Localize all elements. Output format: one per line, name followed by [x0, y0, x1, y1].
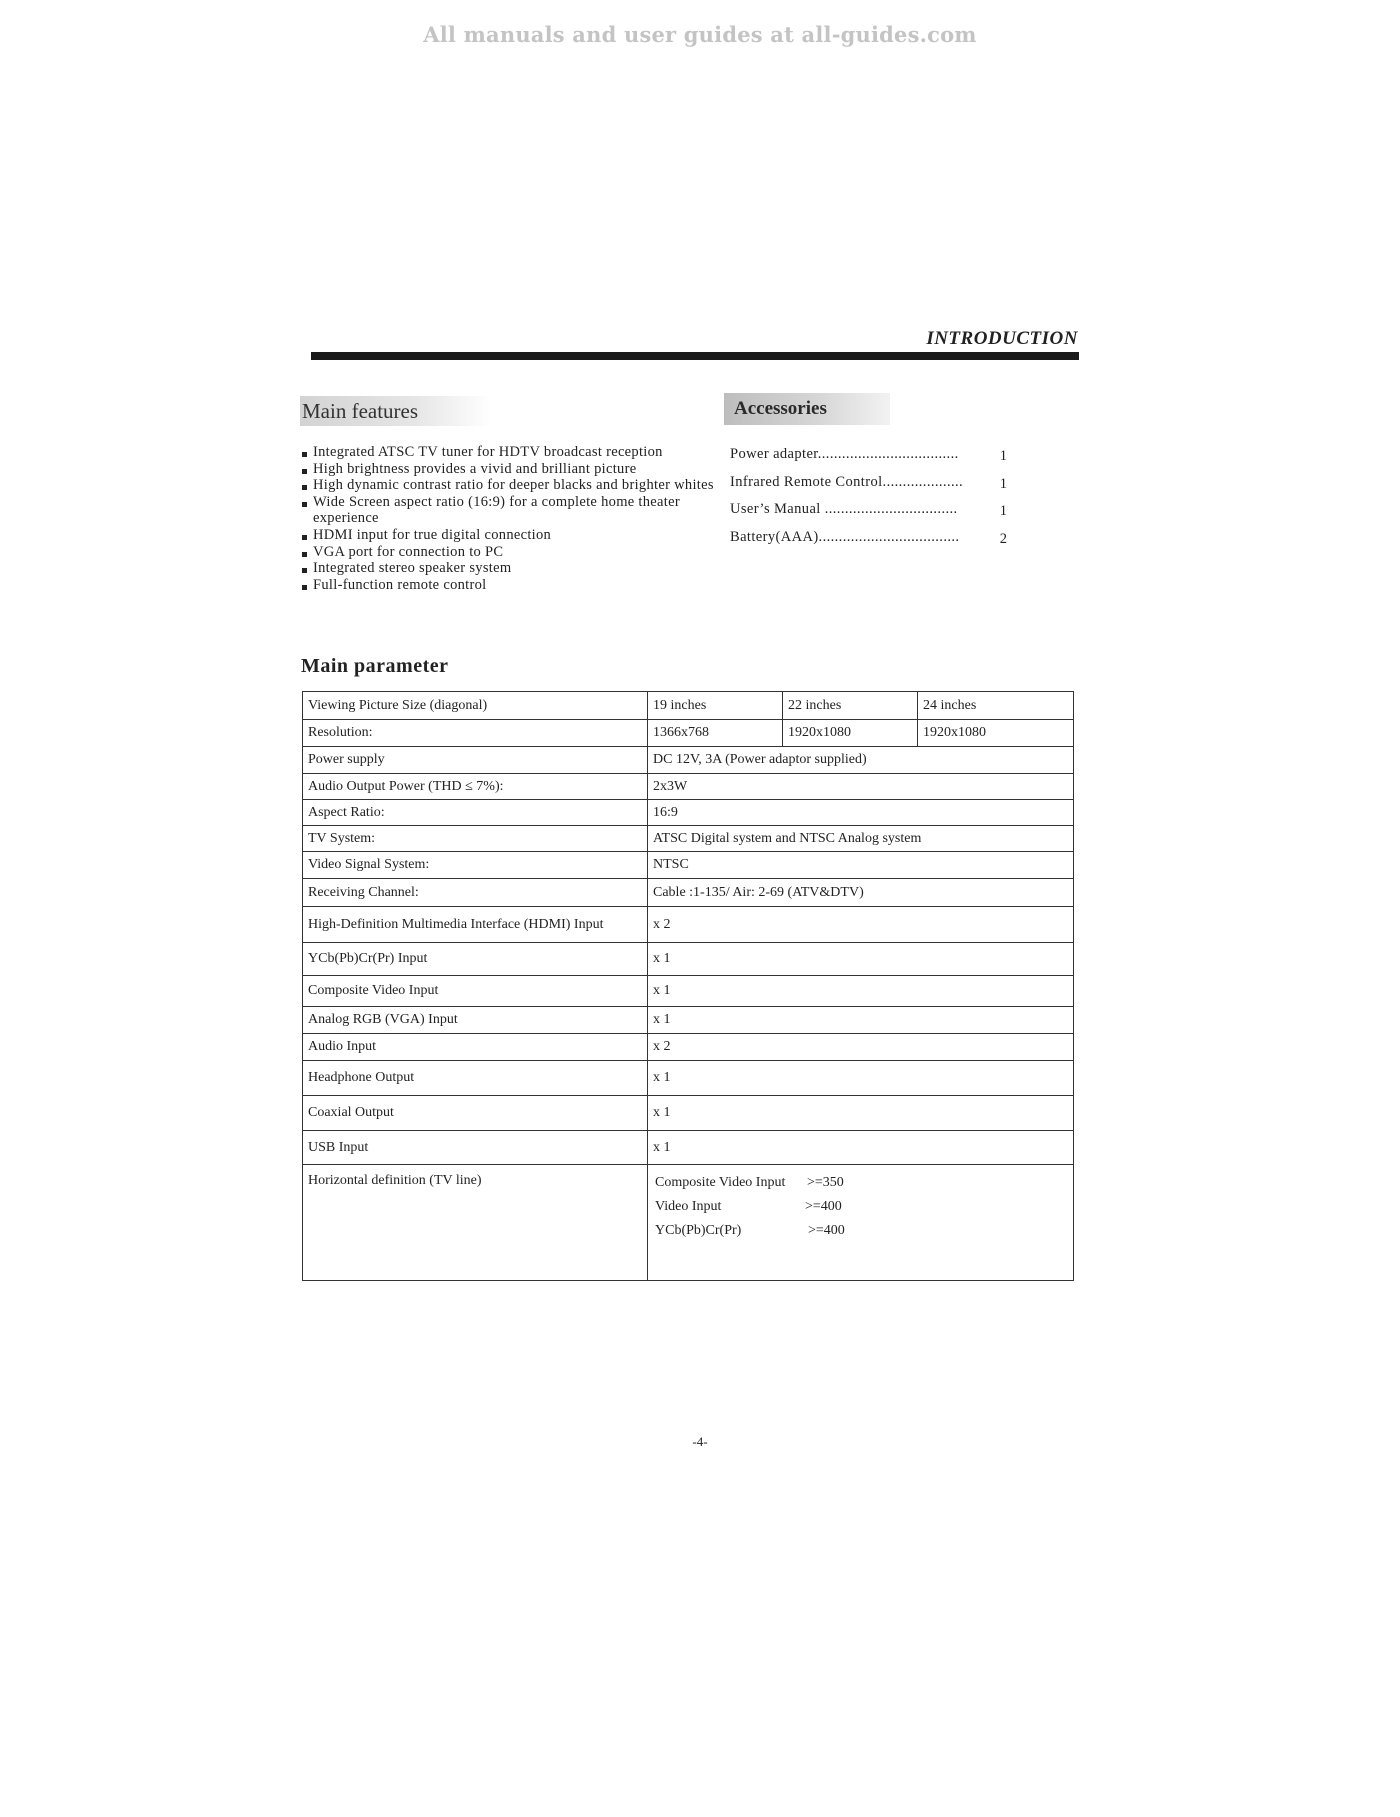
table-row: [303, 720, 1074, 747]
hdef-line: [655, 1195, 1068, 1219]
table-row: [303, 1165, 1074, 1281]
feature-item: Integrated ATSC TV tuner for HDTV broadcast reception: [301, 444, 721, 461]
horizontal-definition-values: [648, 1165, 1074, 1281]
param-label: Aspect Ratio:: [303, 800, 648, 826]
param-value: DC 12V, 3A (Power adaptor supplied): [648, 747, 1074, 774]
accessory-name: User’s Manual .................................: [730, 501, 958, 517]
page-number: -4-: [692, 1434, 708, 1449]
watermark-text: All manuals and user guides at all-guides.com: [423, 22, 977, 47]
table-row: [303, 1096, 1074, 1131]
table-row: [303, 852, 1074, 879]
param-label: Headphone Output: [303, 1061, 648, 1096]
param-value: 2x3W: [648, 774, 1074, 800]
param-value: ATSC Digital system and NTSC Analog system: [648, 826, 1074, 852]
param-value: x 2: [648, 1034, 1074, 1061]
param-label: Coaxial Output: [303, 1096, 648, 1131]
param-value: x 1: [648, 976, 1074, 1007]
feature-item: High brightness provides a vivid and brilliant picture: [301, 461, 721, 478]
param-label: Viewing Picture Size (diagonal): [303, 692, 648, 720]
param-label: Receiving Channel:: [303, 879, 648, 907]
param-label: Horizontal definition (TV line): [303, 1165, 648, 1281]
param-label: USB Input: [303, 1131, 648, 1165]
hdef-name: Composite Video Input: [655, 1175, 786, 1190]
param-label: Power supply: [303, 747, 648, 774]
param-value: 1920x1080: [918, 720, 1074, 747]
accessory-name: Power adapter...................................: [730, 446, 959, 462]
accessory-name: Infrared Remote Control....................: [730, 473, 964, 490]
accessories-list: [730, 446, 1010, 556]
param-value: 1366x768: [648, 720, 783, 747]
param-label: Audio Output Power (THD ≤ 7%):: [303, 774, 648, 800]
accessory-qty: 1: [999, 475, 1007, 492]
table-row: [303, 1034, 1074, 1061]
accessory-row: [730, 529, 1010, 557]
param-value: Cable :1-135/ Air: 2-69 (ATV&DTV): [648, 879, 1074, 907]
feature-item: High dynamic contrast ratio for deeper blacks and brighter whites: [301, 477, 721, 494]
table-row: [303, 774, 1074, 800]
accessory-row: [730, 446, 1010, 474]
table-row: [303, 943, 1074, 976]
param-value: x 1: [648, 1096, 1074, 1131]
param-value: 24 inches: [918, 692, 1074, 720]
param-value: x 2: [648, 907, 1074, 943]
accessories-heading: Accessories: [724, 393, 890, 425]
hdef-line: [655, 1219, 1068, 1243]
param-label: Audio Input: [303, 1034, 648, 1061]
hdef-value: >=350: [807, 1175, 844, 1190]
table-row: [303, 1007, 1074, 1034]
header-divider: [311, 352, 1079, 360]
param-value: NTSC: [648, 852, 1074, 879]
table-row: [303, 800, 1074, 826]
table-row: [303, 692, 1074, 720]
section-title: INTRODUCTION: [926, 328, 1078, 349]
main-features-heading: Main features: [300, 396, 492, 426]
accessory-row: [730, 501, 1010, 529]
table-row: [303, 826, 1074, 852]
param-label: Analog RGB (VGA) Input: [303, 1007, 648, 1034]
table-row: [303, 747, 1074, 774]
table-row: [303, 1061, 1074, 1096]
param-value: 1920x1080: [783, 720, 918, 747]
hdef-line: [655, 1171, 1068, 1195]
feature-item: Full-function remote control: [301, 577, 721, 594]
param-label: High-Definition Multimedia Interface (HDMI) Input: [303, 907, 648, 943]
param-value: x 1: [648, 1061, 1074, 1096]
param-value: x 1: [648, 943, 1074, 976]
feature-item: VGA port for connection to PC: [301, 544, 721, 561]
hdef-value: >=400: [808, 1223, 845, 1238]
param-value: 19 inches: [648, 692, 783, 720]
table-row: [303, 1131, 1074, 1165]
parameters-table: [302, 691, 1074, 1281]
accessory-qty: 2: [999, 530, 1007, 547]
param-label: TV System:: [303, 826, 648, 852]
param-label: Video Signal System:: [303, 852, 648, 879]
table-row: [303, 879, 1074, 907]
accessory-qty: 1: [999, 503, 1007, 519]
main-parameter-heading: Main parameter: [301, 655, 449, 677]
param-label: YCb(Pb)Cr(Pr) Input: [303, 943, 648, 976]
table-row: [303, 976, 1074, 1007]
feature-item: HDMI input for true digital connection: [301, 527, 721, 544]
accessory-qty: 1: [999, 448, 1007, 464]
accessory-row: [730, 474, 1010, 502]
param-label: Resolution:: [303, 720, 648, 747]
feature-item: Integrated stereo speaker system: [301, 560, 721, 577]
param-value: x 1: [648, 1131, 1074, 1165]
accessory-name: Battery(AAA)...................................: [730, 528, 960, 545]
param-value: 22 inches: [783, 692, 918, 720]
param-value: x 1: [648, 1007, 1074, 1034]
hdef-name: YCb(Pb)Cr(Pr): [655, 1223, 742, 1238]
hdef-name: Video Input: [655, 1199, 722, 1214]
hdef-value: >=400: [805, 1199, 842, 1214]
table-row: [303, 907, 1074, 943]
features-list: [301, 444, 721, 593]
param-value: 16:9: [648, 800, 1074, 826]
param-label: Composite Video Input: [303, 976, 648, 1007]
feature-item: Wide Screen aspect ratio (16:9) for a complete home theater experience: [301, 494, 721, 527]
